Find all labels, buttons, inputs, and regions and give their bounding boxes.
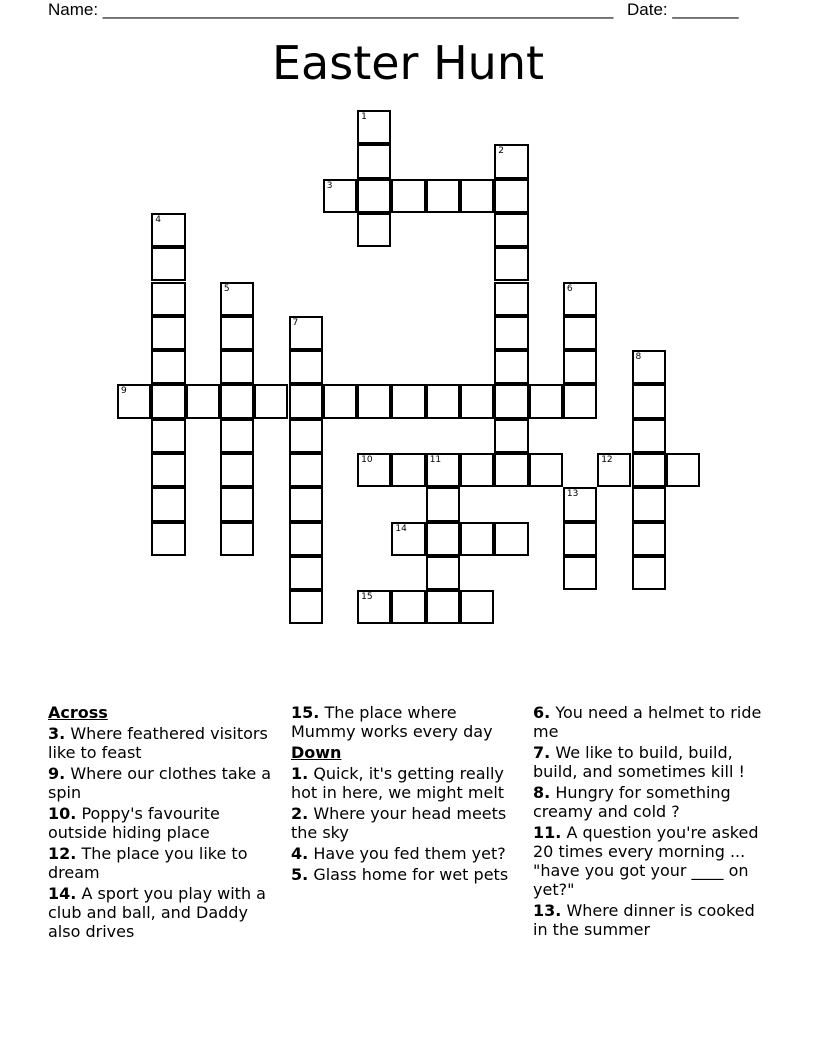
grid-cell[interactable] <box>563 487 597 521</box>
grid-cell[interactable] <box>289 522 323 556</box>
clue-number: 8 <box>635 352 642 363</box>
grid-cell[interactable] <box>391 453 425 487</box>
grid-cell[interactable] <box>426 522 460 556</box>
grid-cell[interactable] <box>391 179 425 213</box>
grid-cell[interactable] <box>426 556 460 590</box>
clue-down-5: 5. Glass home for wet pets <box>291 865 509 884</box>
clue-down-7: 7. We like to build, build, build, and sometimes kill ! <box>533 743 745 781</box>
clue-across-9: 9. Where our clothes take a spin <box>48 764 272 802</box>
grid-cell[interactable] <box>494 522 528 556</box>
grid-cell[interactable] <box>563 384 597 418</box>
grid-cell[interactable] <box>151 282 185 316</box>
grid-cell[interactable] <box>426 179 460 213</box>
grid-cell[interactable] <box>460 179 494 213</box>
grid-cell[interactable] <box>563 522 597 556</box>
grid-cell[interactable] <box>289 487 323 521</box>
grid-cell[interactable] <box>460 453 494 487</box>
grid-cell[interactable] <box>391 384 425 418</box>
grid-cell[interactable] <box>391 522 425 556</box>
clue-down-4: 4. Have you fed them yet? <box>291 844 506 863</box>
clue-number: 11 <box>429 455 442 465</box>
clue-number: 12 <box>601 455 613 465</box>
grid-cell[interactable] <box>494 316 528 350</box>
grid-cell[interactable] <box>289 419 323 453</box>
grid-cell[interactable] <box>391 590 425 624</box>
grid-cell[interactable] <box>357 144 391 178</box>
grid-cell[interactable] <box>220 384 254 418</box>
grid-cell[interactable] <box>632 350 666 384</box>
grid-cell[interactable] <box>186 384 220 418</box>
name-field-label: Name: ______________________________________________________ <box>48 0 614 19</box>
clue-number: 3 <box>326 180 333 191</box>
grid-cell[interactable] <box>632 522 666 556</box>
clue-across-14: 14. A sport you play with a club and ball, and Daddy also drives <box>48 884 266 941</box>
clue-across-15: 15. The place where Mummy works every day <box>291 703 493 741</box>
clue-down-13: 13. Where dinner is cooked in the summer <box>533 901 755 939</box>
clue-number: 13 <box>566 489 579 500</box>
grid-cell[interactable] <box>289 350 323 384</box>
page-title: Easter Hunt <box>271 36 545 90</box>
grid-cell[interactable] <box>220 316 254 350</box>
grid-cell[interactable] <box>220 419 254 453</box>
grid-cell[interactable] <box>563 556 597 590</box>
grid-cell[interactable] <box>289 453 323 487</box>
grid-cell[interactable] <box>563 282 597 316</box>
grid-cell[interactable] <box>460 590 494 624</box>
grid-cell[interactable] <box>357 213 391 247</box>
grid-cell[interactable] <box>426 590 460 624</box>
clue-number: 6 <box>566 283 573 294</box>
grid-cell[interactable] <box>357 110 391 144</box>
grid-cell[interactable] <box>357 453 391 487</box>
grid-cell[interactable] <box>254 384 288 418</box>
grid-cell[interactable] <box>220 350 254 384</box>
grid-cell[interactable] <box>151 213 185 247</box>
clues-column-1 <box>48 703 280 943</box>
clue-number: 1 <box>361 112 367 122</box>
grid-cell[interactable] <box>151 522 185 556</box>
clue-across-3: 3. Where feathered visitors like to feast <box>48 724 268 762</box>
grid-cell[interactable] <box>357 384 391 418</box>
grid-cell[interactable] <box>632 487 666 521</box>
grid-cell[interactable] <box>151 316 185 350</box>
grid-cell[interactable] <box>494 179 528 213</box>
clues-column-3 <box>533 703 773 941</box>
grid-cell[interactable] <box>323 179 357 213</box>
grid-cell[interactable] <box>529 384 563 418</box>
grid-cell[interactable] <box>494 247 528 281</box>
grid-cell[interactable] <box>494 282 528 316</box>
grid-cell[interactable] <box>494 144 528 178</box>
grid-cell[interactable] <box>426 487 460 521</box>
grid-cell[interactable] <box>289 384 323 418</box>
grid-cell[interactable] <box>357 590 391 624</box>
grid-cell[interactable] <box>460 384 494 418</box>
grid-cell[interactable] <box>220 453 254 487</box>
grid-cell[interactable] <box>426 453 460 487</box>
grid-cell[interactable] <box>357 179 391 213</box>
clue-number: 5 <box>223 283 230 294</box>
grid-cell[interactable] <box>632 419 666 453</box>
grid-cell[interactable] <box>529 453 563 487</box>
clue-number: 15 <box>361 592 373 603</box>
clue-down-2: 2. Where your head meets the sky <box>291 804 507 842</box>
grid-cell[interactable] <box>494 453 528 487</box>
clue-number: 4 <box>155 214 162 225</box>
grid-cell[interactable] <box>220 487 254 521</box>
grid-cell[interactable] <box>289 590 323 624</box>
grid-cell[interactable] <box>632 556 666 590</box>
clue-down-11: 11. A question you're asked 20 times every morning ... "have you got your ____ on yet?" <box>533 823 759 899</box>
date-field-label: Date: _______ <box>627 0 739 19</box>
grid-cell[interactable] <box>460 522 494 556</box>
grid-cell[interactable] <box>151 350 185 384</box>
clue-across-10: 10. Poppy's favourite outside hiding place <box>48 804 220 842</box>
grid-cell[interactable] <box>151 487 185 521</box>
grid-cell[interactable] <box>220 522 254 556</box>
clue-number: 7 <box>292 317 299 328</box>
grid-cell[interactable] <box>666 453 700 487</box>
grid-cell[interactable] <box>563 350 597 384</box>
grid-cell[interactable] <box>151 419 185 453</box>
grid-cell[interactable] <box>151 384 185 418</box>
grid-cell[interactable] <box>289 316 323 350</box>
grid-cell[interactable] <box>323 384 357 418</box>
grid-cell[interactable] <box>426 384 460 418</box>
clue-number: 14 <box>395 523 407 534</box>
grid-cell[interactable] <box>151 453 185 487</box>
clue-down-6: 6. You need a helmet to ride me <box>533 703 762 741</box>
grid-cell[interactable] <box>151 247 185 281</box>
down-heading: Down <box>291 743 342 762</box>
clue-number: 9 <box>121 386 127 397</box>
across-heading: Across <box>48 703 108 722</box>
grid-cell[interactable] <box>117 384 151 418</box>
grid-cell[interactable] <box>494 419 528 453</box>
grid-cell[interactable] <box>632 453 666 487</box>
clue-across-12: 12. The place you like to dream <box>48 844 248 882</box>
grid-cell[interactable] <box>597 453 631 487</box>
grid-cell[interactable] <box>632 384 666 418</box>
clue-number: 10 <box>361 455 373 465</box>
grid-cell[interactable] <box>494 213 528 247</box>
grid-cell[interactable] <box>220 282 254 316</box>
clue-down-1: 1. Quick, it's getting really hot in here, we might melt <box>291 764 505 802</box>
grid-cell[interactable] <box>494 384 528 418</box>
clue-down-8: 8. Hungry for something creamy and cold ? <box>533 783 731 821</box>
grid-cell[interactable] <box>563 316 597 350</box>
clues-column-2 <box>291 703 523 886</box>
grid-cell[interactable] <box>289 556 323 590</box>
clue-number: 2 <box>498 146 505 157</box>
grid-cell[interactable] <box>494 350 528 384</box>
